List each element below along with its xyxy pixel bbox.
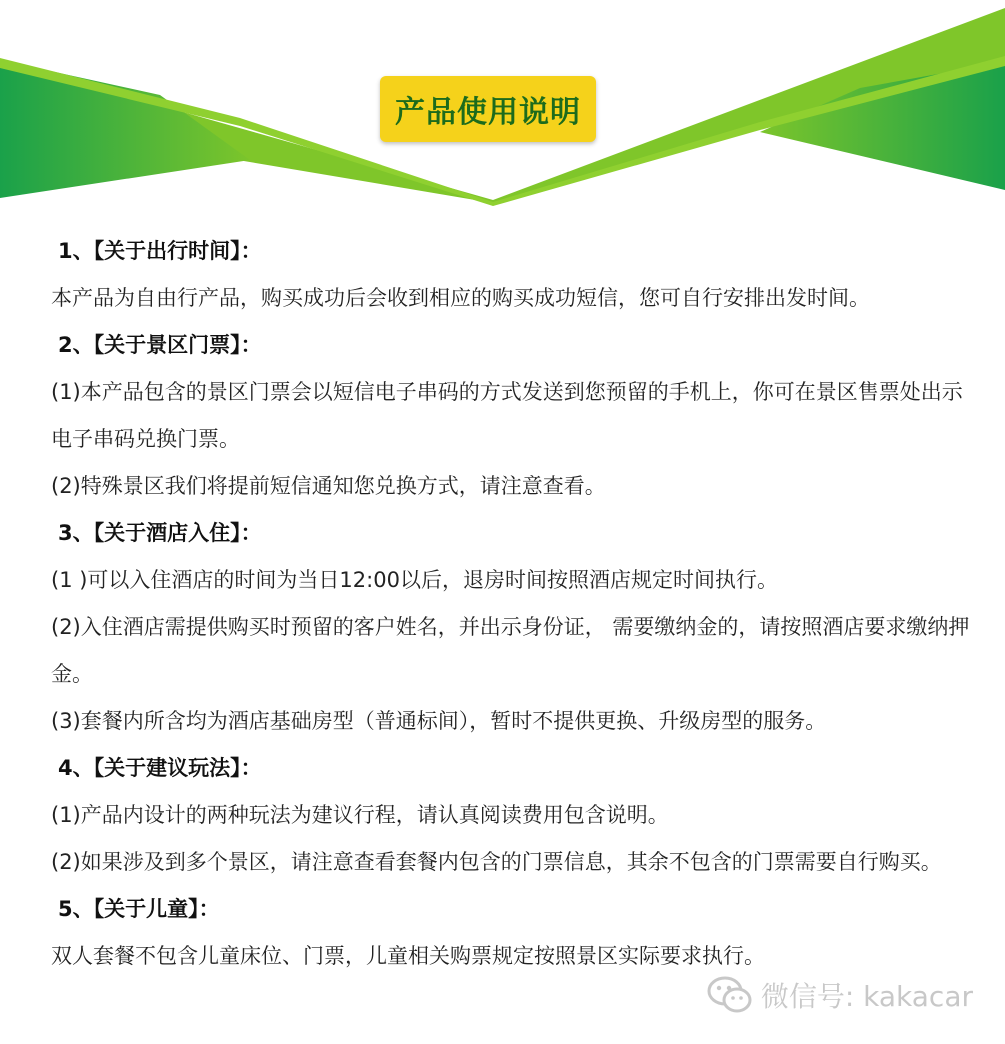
section-heading: 4、【关于建议玩法】： bbox=[58, 756, 262, 780]
section-heading: 2、【关于景区门票】： bbox=[58, 333, 262, 357]
section-tickets bbox=[51, 322, 981, 510]
section-heading: 1、【关于出行时间】： bbox=[58, 239, 262, 263]
section-paragraph: 双人套餐不包含儿童床位、门票，儿童相关购票规定按照景区实际要求执行。 bbox=[51, 944, 765, 968]
title-badge bbox=[380, 76, 596, 142]
wechat-watermark bbox=[707, 975, 973, 1015]
section-heading: 5、【关于儿童】： bbox=[58, 897, 220, 921]
page-title: 产品使用说明 bbox=[395, 95, 581, 130]
section-suggested-play bbox=[51, 745, 981, 886]
section-children bbox=[51, 886, 981, 980]
section-paragraph: (2)特殊景区我们将提前短信通知您兑换方式，请注意查看。 bbox=[51, 474, 606, 498]
header-banner bbox=[0, 0, 1005, 215]
section-paragraph: (1)产品内设计的两种玩法为建议行程，请认真阅读费用包含说明。 bbox=[51, 803, 669, 827]
section-paragraph: (2)如果涉及到多个景区，请注意查看套餐内包含的门票信息，其余不包含的门票需要自行购买。 bbox=[51, 850, 942, 874]
section-heading: 3、【关于酒店入住】： bbox=[58, 521, 262, 545]
section-travel-time bbox=[51, 228, 981, 322]
watermark-text: 微信号: kakacar bbox=[760, 980, 973, 1013]
section-paragraph: (2)入住酒店需提供购买时预留的客户姓名，并出示身份证， 需要缴纳金的，请按照酒店要求缴纳押金。 bbox=[51, 615, 970, 686]
section-paragraph: 本产品为自由行产品，购买成功后会收到相应的购买成功短信，您可自行安排出发时间。 bbox=[51, 286, 870, 310]
instructions-content bbox=[51, 228, 981, 980]
wechat-icon bbox=[707, 976, 753, 1014]
section-paragraph: (1)本产品包含的景区门票会以短信电子串码的方式发送到您预留的手机上，你可在景区售票处出示电子串码兑换门票。 bbox=[51, 380, 963, 451]
section-paragraph: (1 )可以入住酒店的时间为当日12:00以后，退房时间按照酒店规定时间执行。 bbox=[51, 568, 778, 592]
section-hotel bbox=[51, 510, 981, 745]
section-paragraph: (3)套餐内所含均为酒店基础房型（普通标间），暂时不提供更换、升级房型的服务。 bbox=[51, 709, 827, 733]
